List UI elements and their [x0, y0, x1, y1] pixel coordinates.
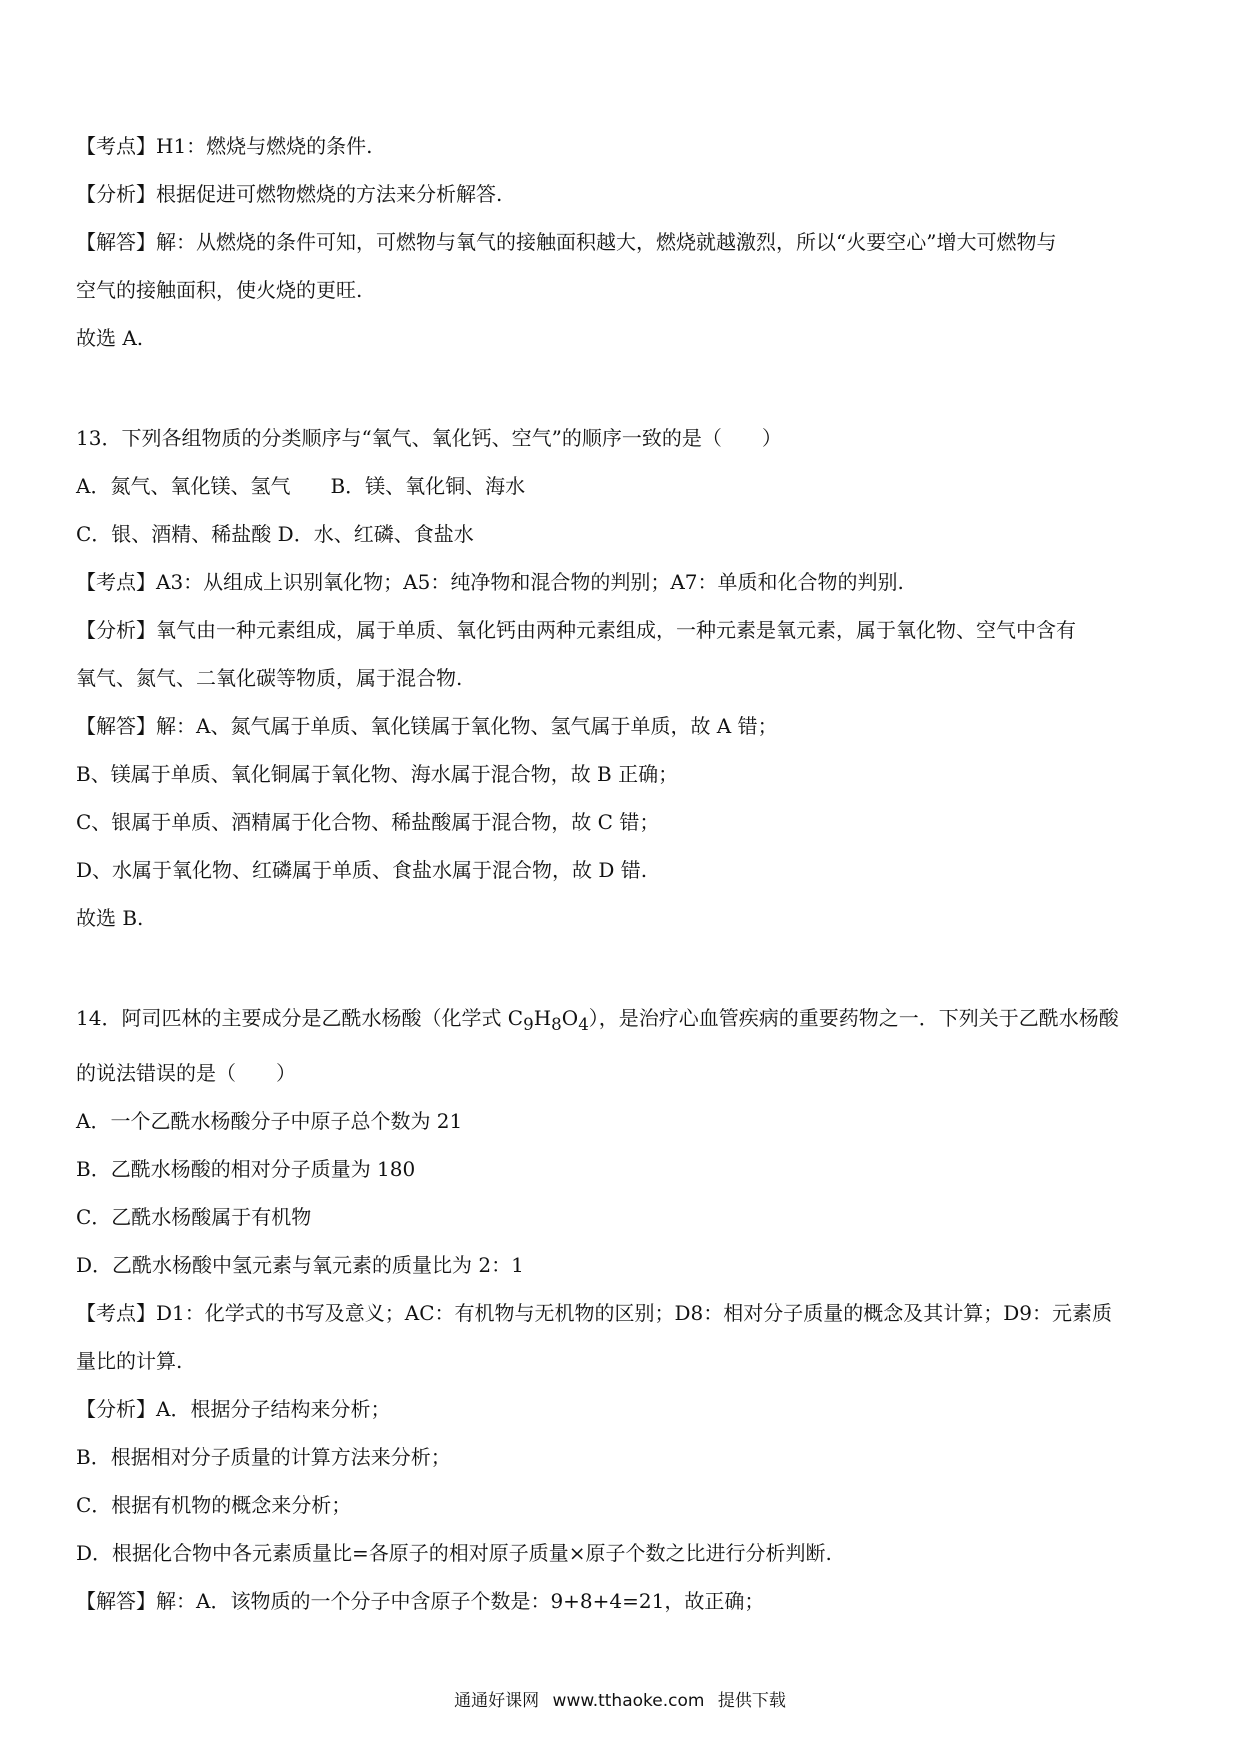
q13-jieda-d: D、水属于氧化物、红磷属于单质、食盐水属于混合物，故 D 错. [76, 858, 648, 882]
q14-option-b: B．乙酰水杨酸的相对分子质量为 180 [76, 1157, 416, 1181]
q13-jieda-a: 【解答】解：A、氮气属于单质、氧化镁属于氧化物、氢气属于单质，故 A 错； [76, 714, 778, 738]
q14-option-a: A．一个乙酰水杨酸分子中原子总个数为 21 [76, 1109, 463, 1133]
footer-url[interactable]: www.tthaoke.com [552, 1691, 705, 1711]
q13-jieda-b: B、镁属于单质、氧化铜属于氧化物、海水属于混合物，故 B 正确； [76, 762, 679, 786]
q12-jieda-line-1: 【解答】解：从燃烧的条件可知，可燃物与氧气的接触面积越大，燃烧就越激烈，所以“火要空心”增大可燃物与 [76, 230, 1057, 254]
q14-stem-pre: 14．阿司匹林的主要成分是乙酰水杨酸（化学式 C [76, 1006, 524, 1030]
q12-fenxi: 【分析】根据促进可燃物燃烧的方法来分析解答. [76, 182, 503, 206]
q14-stem-post: ），是治疗心血管疾病的重要药物之一．下列关于乙酰水杨酸 [588, 1006, 1119, 1030]
q13-options-ab: A．氮气、氧化镁、氢气 B．镁、氧化铜、海水 [76, 474, 526, 498]
q13-kaodian: 【考点】A3：从组成上识别氧化物；A5：纯净物和混合物的判别；A7：单质和化合物的判别. [76, 570, 904, 594]
document-content [76, 122, 1166, 1625]
q14-fenxi-b: B．根据相对分子质量的计算方法来分析； [76, 1445, 451, 1469]
q12-jieda-line-2: 空气的接触面积，使火烧的更旺. [76, 278, 363, 302]
q14-stem-line-2: 的说法错误的是（ ） [76, 1061, 296, 1085]
q14-fenxi-c: C．根据有机物的概念来分析； [76, 1493, 352, 1517]
question-spacer [76, 942, 1166, 994]
q13-stem: 13．下列各组物质的分类顺序与“氧气、氧化钙、空气”的顺序一致的是（ ） [76, 426, 782, 450]
q13-fenxi-line-1: 【分析】氧气由一种元素组成，属于单质、氧化钙由两种元素组成，一种元素是氧元素，属于氧化物、空气中含有 [76, 618, 1076, 642]
q14-jieda-a: 【解答】解：A．该物质的一个分子中含原子个数是：9+8+4=21，故正确； [76, 1589, 765, 1613]
q13-options-cd: C．银、酒精、稀盐酸 D．水、红磷、食盐水 [76, 522, 474, 546]
q13-answer: 故选 B. [76, 906, 144, 930]
q14-fenxi-a: 【分析】A．根据分子结构来分析； [76, 1397, 391, 1421]
formula-sub-c: 9 [523, 1015, 534, 1034]
q14-fenxi-d: D．根据化合物中各元素质量比=各原子的相对原子质量×原子个数之比进行分析判断. [76, 1541, 832, 1565]
q12-kaodian: 【考点】H1：燃烧与燃烧的条件. [76, 134, 373, 158]
footer-site-name: 通通好课网 [454, 1691, 540, 1711]
question-spacer [76, 362, 1166, 414]
formula-h: H [533, 1006, 552, 1030]
formula-sub-h: 8 [551, 1015, 562, 1034]
q13-jieda-c: C、银属于单质、酒精属于化合物、稀盐酸属于混合物，故 C 错； [76, 810, 660, 834]
q14-stem-line-1 [76, 994, 1166, 1049]
q14-kaodian-line-1: 【考点】D1：化学式的书写及意义；AC：有机物与无机物的区别；D8：相对分子质量的概念及其计算；D9：元素质 [76, 1301, 1113, 1325]
q13-fenxi-line-2: 氧气、氮气、二氧化碳等物质，属于混合物. [76, 666, 463, 690]
page-footer [0, 1686, 1240, 1711]
formula-o: O [561, 1006, 579, 1030]
q14-option-c: C．乙酰水杨酸属于有机物 [76, 1205, 312, 1229]
formula-sub-o: 4 [578, 1015, 589, 1034]
q14-option-d: D．乙酰水杨酸中氢元素与氧元素的质量比为 2：1 [76, 1253, 524, 1277]
q12-answer: 故选 A. [76, 326, 144, 350]
footer-note: 提供下载 [717, 1691, 786, 1711]
q14-kaodian-line-2: 量比的计算. [76, 1349, 183, 1373]
